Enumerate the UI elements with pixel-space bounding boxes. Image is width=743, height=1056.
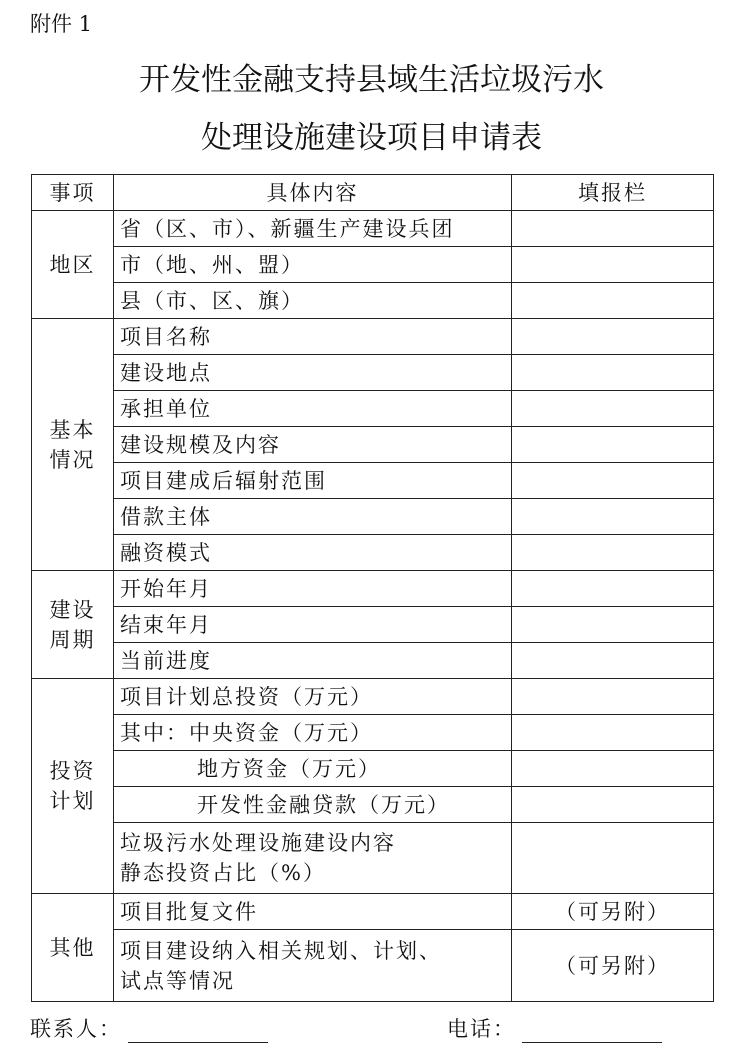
row-content: 市（地、州、盟） — [114, 247, 512, 283]
table-row — [32, 391, 714, 427]
table-row — [32, 787, 714, 823]
table-row — [32, 715, 714, 751]
row-content: 建设地点 — [114, 355, 512, 391]
attachment-label: 附件 1 — [30, 12, 93, 36]
table-row — [32, 643, 714, 679]
table-header-row — [32, 175, 714, 211]
section-invest-label-line1: 投资 — [49, 759, 96, 783]
table-row — [32, 930, 714, 1002]
phone-input-line[interactable] — [522, 1016, 662, 1043]
table-row — [32, 211, 714, 247]
row-content: 县（市、区、旗） — [114, 283, 512, 319]
fill-cell[interactable] — [512, 751, 714, 787]
row-content — [114, 823, 512, 894]
section-invest-label-line2: 计划 — [49, 789, 96, 813]
fill-cell[interactable] — [512, 643, 714, 679]
row-content: 建设规模及内容 — [114, 427, 512, 463]
table-row — [32, 463, 714, 499]
row-content-line1: 项目建设纳入相关规划、计划、 — [120, 938, 442, 963]
table-row — [32, 894, 714, 930]
row-content — [114, 930, 512, 1002]
row-content: 项目批复文件 — [114, 894, 512, 930]
table-row — [32, 247, 714, 283]
fill-cell[interactable] — [512, 499, 714, 535]
fill-cell-note[interactable]: （可另附） — [512, 930, 714, 1002]
contact-person-label: 联系人： — [30, 1017, 122, 1041]
row-content-line2: 试点等情况 — [120, 968, 235, 993]
row-content: 融资模式 — [114, 535, 512, 571]
fill-cell[interactable] — [512, 607, 714, 643]
fill-cell[interactable] — [512, 571, 714, 607]
section-basic-label-line2: 情况 — [49, 447, 96, 472]
row-content: 项目建成后辐射范围 — [114, 463, 512, 499]
table-row — [32, 427, 714, 463]
fill-cell[interactable] — [512, 355, 714, 391]
application-form-table — [31, 174, 714, 1002]
fill-cell[interactable] — [512, 247, 714, 283]
section-period-label-line1: 建设 — [49, 597, 96, 622]
fill-cell-note[interactable]: （可另附） — [512, 894, 714, 930]
section-period-label-line2: 周期 — [49, 627, 96, 652]
row-content: 项目名称 — [114, 319, 512, 355]
section-basic-label-line1: 基本 — [49, 417, 96, 442]
row-content: 开始年月 — [114, 571, 512, 607]
row-content: 开发性金融贷款（万元） — [114, 787, 512, 823]
title-line-2: 处理设施建设项目申请表 — [201, 120, 542, 156]
table-row — [32, 823, 714, 894]
table-row — [32, 319, 714, 355]
header-fill: 填报栏 — [512, 175, 714, 211]
section-basic-label — [32, 319, 114, 571]
fill-cell[interactable] — [512, 319, 714, 355]
row-content-line2: 静态投资占比（%） — [120, 861, 326, 885]
fill-cell[interactable] — [512, 463, 714, 499]
phone-field — [447, 1013, 662, 1043]
row-content: 项目计划总投资（万元） — [114, 679, 512, 715]
fill-cell[interactable] — [512, 535, 714, 571]
table-row — [32, 751, 714, 787]
row-content: 承担单位 — [114, 391, 512, 427]
section-other-label: 其他 — [32, 894, 114, 1002]
fill-cell[interactable] — [512, 427, 714, 463]
fill-cell[interactable] — [512, 391, 714, 427]
table-row — [32, 607, 714, 643]
header-category: 事项 — [32, 175, 114, 211]
row-content-line1: 垃圾污水处理设施建设内容 — [120, 831, 396, 855]
section-invest-label — [32, 679, 114, 894]
table-row — [32, 283, 714, 319]
row-content: 结束年月 — [114, 607, 512, 643]
row-content: 其中：中央资金（万元） — [114, 715, 512, 751]
row-content: 省（区、市）、新疆生产建设兵团 — [114, 211, 512, 247]
table-row — [32, 355, 714, 391]
table-row — [32, 571, 714, 607]
row-content: 地方资金（万元） — [114, 751, 512, 787]
section-period-label — [32, 571, 114, 679]
table-row — [32, 499, 714, 535]
title-line-1: 开发性金融支持县域生活垃圾污水 — [139, 62, 604, 98]
row-content: 借款主体 — [114, 499, 512, 535]
fill-cell[interactable] — [512, 715, 714, 751]
fill-cell[interactable] — [512, 787, 714, 823]
fill-cell[interactable] — [512, 211, 714, 247]
row-content: 当前进度 — [114, 643, 512, 679]
contact-person-field — [30, 1013, 268, 1043]
contact-person-input-line[interactable] — [128, 1016, 268, 1043]
section-region-label: 地区 — [32, 211, 114, 319]
fill-cell[interactable] — [512, 679, 714, 715]
table-row — [32, 679, 714, 715]
header-content: 具体内容 — [114, 175, 512, 211]
table-row — [32, 535, 714, 571]
fill-cell[interactable] — [512, 283, 714, 319]
fill-cell[interactable] — [512, 823, 714, 894]
phone-label: 电话： — [447, 1017, 516, 1041]
